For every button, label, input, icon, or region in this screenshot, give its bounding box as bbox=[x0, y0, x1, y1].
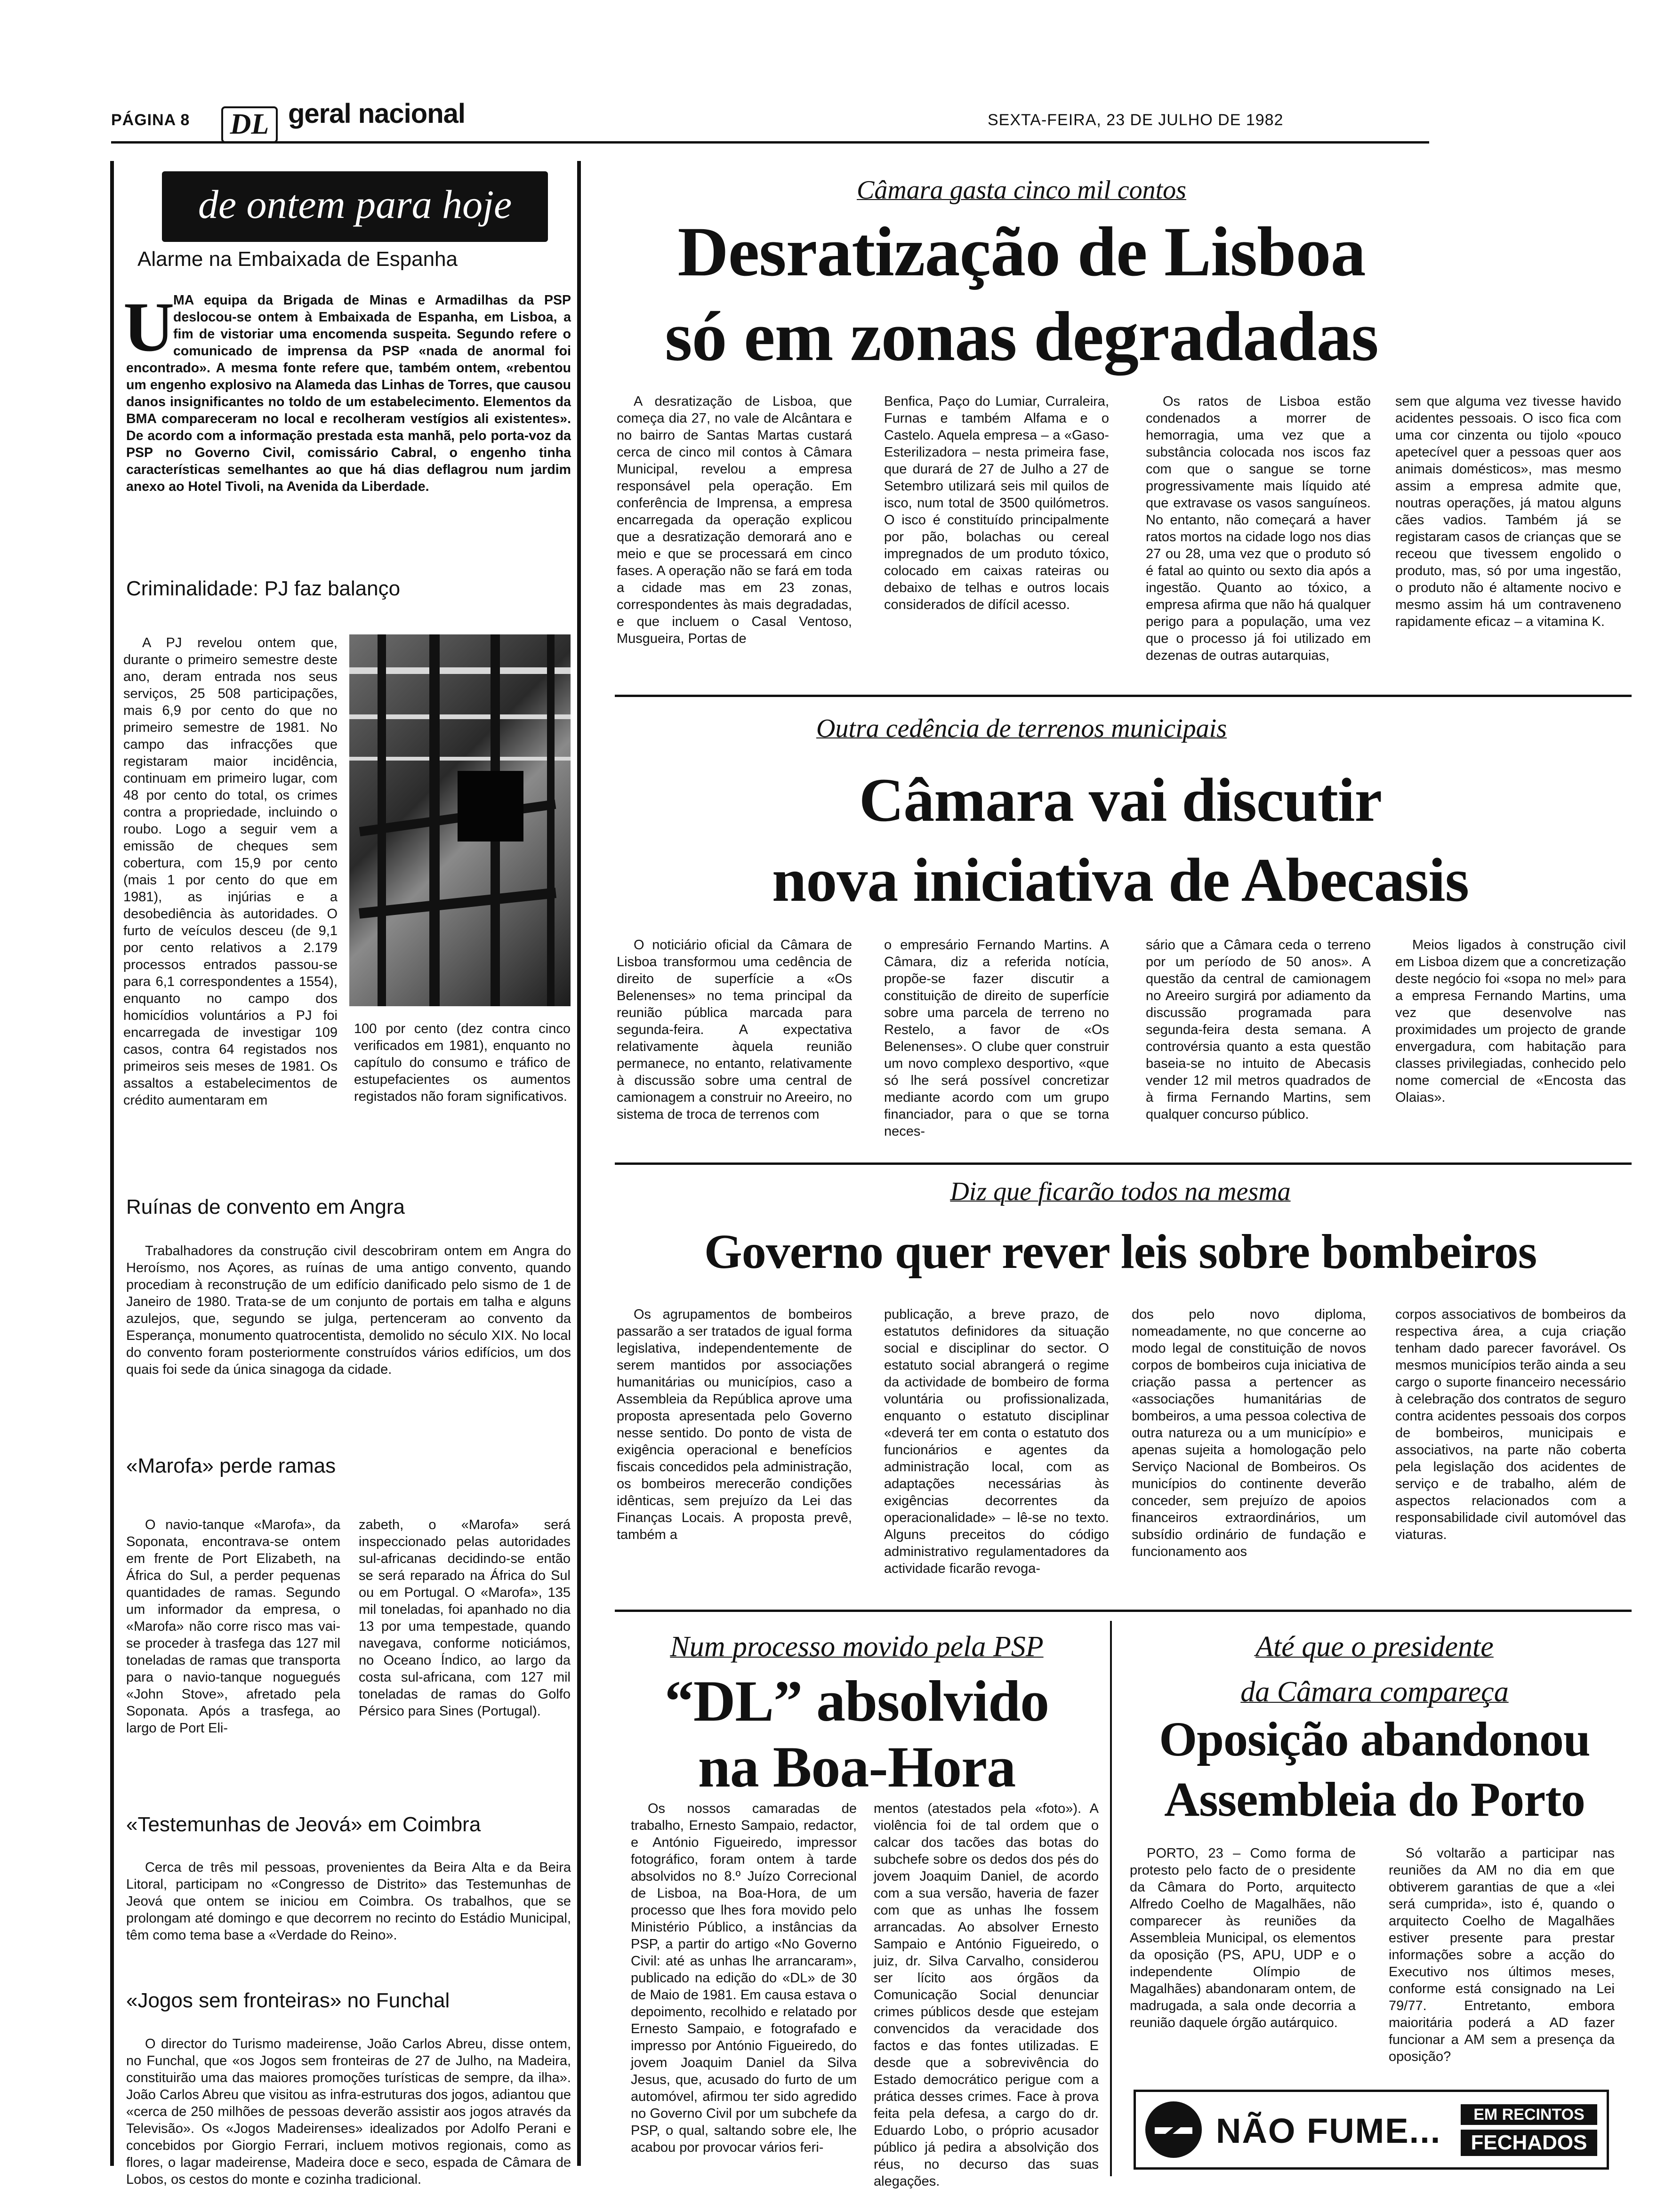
story-text-coimbra: Cerca de três mil pessoas, provenientes da Beira Alta e da Beira Litoral, participam no «Congresso de Distrito» das Testemunhas de Jeová que ontem se iniciou em Coimbra. Os trabalhos, que se prolongam até domingo e que decorrem no recinto do Estádio Municipal, têm como tema base a «Verdade do Reino». bbox=[126, 1860, 571, 1943]
rule-2 bbox=[615, 1162, 1632, 1165]
story-text-angra: Trabalhadores da construção civil descobriram ontem em Angra do Heroísmo, nos Açores, as ruínas de uma antigo convento, quando procediam à reconstrução de um edifício danificado pelo sismo de 1 de Janeiro de 1980. Trata-se de um conjunto de portais em talha e alguns azulejos, que, segundo se julga, pertenceram ao convento da Esperança, monumento quatrocentista, demolido no século XIX. No local do convento foram posteriormente construídos vários edifícios, um dos quais foi sede da única sinagoga da cidade. bbox=[126, 1243, 571, 1377]
story2-col-4: Meios ligados à construção civil em Lisboa dizem que a concretização deste negócio foi «sopa no mel» para a empresa Fernando Martins, uma vez que desenvolve nas proximidades um projecto de grande envergadura, com habitação para classes privilegiadas, conhecido pelo nome comercial de «Encosta das Olaias». bbox=[1395, 938, 1626, 1105]
headline-desratizacao-2: só em zonas degradadas bbox=[665, 297, 1378, 376]
section-title: geral nacional bbox=[288, 98, 466, 129]
rule-3 bbox=[615, 1610, 1632, 1612]
story-title-coimbra: «Testemunhas de Jeová» em Coimbra bbox=[126, 1813, 481, 1836]
story-text-criminalidade-2: 100 por cento (dez contra cinco verificados em 1981), enquanto no capítulo do consumo e tráfico de estupefacientes os aumentos registados não foram significativos. bbox=[354, 1021, 571, 1104]
kicker-porto-2: da Câmara compareça bbox=[1240, 1676, 1509, 1708]
headline-porto-2: Assembleia do Porto bbox=[1164, 1772, 1585, 1827]
story-text-criminalidade: A PJ revelou ontem que, durante o primeiro semestre deste ano, deram entrada nos seus serviços, 25 508 participações, mais 6,9 por cento do que no primeiro semestre de 1981. No campo das infracções que registaram maior incidência, continuam em primeiro lugar, com 48 por cento do total, os crimes contra a propriedade, incluindo o roubo. Logo a seguir vem a emissão de cheques sem cobertura, com 15,9 por cento (mais 1 por cento do que em 1981), as injúrias e a desobediência às autoridades. O furto de veículos desceu (de 9,1 por cento relativos a 2.179 processos entrados passou-se para 6,1 correspondentes a 1554), enquanto no campo dos homicídios voluntários a PJ foi encarregada de investigar 109 casos, contra 64 registados nos primeiros seis meses de 1981. Os assaltos a estabelecimentos de crédito aumentaram em bbox=[123, 635, 338, 1108]
story1-col-1: A desratização de Lisboa, que começa dia 27, no vale de Alcântara e no bairro de Santas Martas custará cerca de cinco mil contos à Câmara Municipal, revelou a empresa responsável pela operação. Em conferência de Imprensa, a empresa encarregada da operação explicou que a desratização demorará ano e meio e que se processará em cinco fases. A operação não se fará em toda a cidade mas em 23 zonas, correspondentes às mais degradadas, e que incluem o Casal Ventoso, Musgueira, Portas de bbox=[617, 394, 852, 646]
headline-desratizacao-1: Desratização de Lisboa bbox=[677, 213, 1366, 291]
issue-date: SEXTA-FEIRA, 23 DE JULHO DE 1982 bbox=[988, 111, 1284, 129]
left-column-border-left bbox=[110, 161, 114, 2166]
story1-col-4: sem que alguma vez tivesse havido acidentes pessoais. O isco fica com uma cor cinzenta ou tijolo «pouco apetecível quer a pessoas quer aos animais domésticos», mas mesmo assim a empresa admite que, noutras operações, já matou alguns cães vadios. Também já se registaram casos de crianças que se receou que tivessem engolido o produto, mas, só por uma ingestão, o produto não é altamente nocivo e mesmo assim há um contraveneno rapidamente eficaz – a vitamina K. bbox=[1395, 394, 1621, 629]
no-smoking-badge-2: FECHADOS bbox=[1461, 2130, 1597, 2156]
story4-col-2: mentos (atestados pela «foto»). A violência foi de tal ordem que o calcar dos tacões das botas do subchefe sobre os dedos dos pés do jovem Joaquim Daniel, de acordo com a sua versão, haveria de fazer com que as unhas lhe fossem arrancadas. Ao absolver Ernesto Sampaio e António Figueiredo, o juiz, dr. Silva Carvalho, considerou ser lícito aos órgãos da Comunicação Social denunciar crimes públicos desde que estejam convencidos da veracidade dos factos e das fontes utilizadas. E desde que a sobrevivência do Estado democrático perigue com a prática desses crimes. Face à prova feita pela defesa, a cargo do dr. Eduardo Lobo, o próprio acusador público já pedira a absolvição dos réus, no decurso das suas alegações. bbox=[874, 1801, 1099, 2189]
story-title-embaixada: Alarme na Embaixada de Espanha bbox=[137, 248, 458, 271]
no-smoking-ad bbox=[1134, 2090, 1609, 2170]
story2-col-1: O noticiário oficial da Câmara de Lisboa transformou uma cedência de direito de superfície a «Os Belenenses» no tema principal da reunião pública marcada para segunda-feira. A expectativa relativamente àquela reunião permanece, no entanto, relativamente à discussão sobre uma central de camionagem a construir no Areeiro, no sistema de troca de terrenos com bbox=[617, 938, 852, 1122]
story3-col-3: dos pelo novo diploma, nomeadamente, no que concerne ao modo legal de constituição de novos corpos de bombeiros cuja iniciativa de criação passa a pertencer as «associações humanitárias de bombeiros, a uma pessoa colectiva de outra natureza ou a um município» e apenas sujeita a homologação pelo Serviço Nacional de Bombeiros. Os municípios do continente deverão conceder, sem prejuízo de apoios financeiros extraordinários, um subsídio ordinário de fundação e funcionamento aos bbox=[1132, 1307, 1366, 1559]
story-body-embaixada bbox=[126, 292, 571, 495]
column-banner bbox=[162, 171, 548, 242]
no-smoking-text: NÃO FUME... bbox=[1216, 2111, 1441, 2150]
column-banner-title: de ontem para hoje bbox=[198, 182, 512, 227]
left-column-border-right bbox=[577, 161, 581, 2166]
kicker-bombeiros: Diz que ficarão todos na mesma bbox=[950, 1177, 1291, 1206]
page-number: PÁGINA 8 bbox=[111, 111, 190, 129]
masthead-rule bbox=[111, 141, 1429, 144]
headline-abecasis-1: Câmara vai discutir bbox=[859, 765, 1382, 834]
story-text-marofa: O navio-tanque «Marofa», da Soponata, encontrava-se ontem em frente de Port Elizabeth, na África do Sul, a perder pequenas quantidades de ramas. Segundo um informador da empresa, o «Marofa» não corre risco mas vai-se proceder à trasfega das 127 mil toneladas de ramas que transporta para o navio-tanque noguegués «John Stove», afretado pela Soponata. Após a trasfega, ao largo de Port Eli- bbox=[126, 1517, 340, 1736]
story2-col-2: o empresário Fernando Martins. A Câmara, diz a referida notícia, propõe-se fazer discutir a constituição de direito de superfície sobre uma parcela de terreno no Restelo, a favor de «Os Belenenses». O clube quer construir um novo complexo desportivo, «que só lhe será possível concretizar mediante acordo com um grupo financiador, para o que se torna neces- bbox=[884, 938, 1109, 1139]
no-smoking-badge-1: EM RECINTOS bbox=[1461, 2104, 1597, 2125]
dropcap: U bbox=[123, 288, 175, 366]
no-smoking-icon bbox=[1145, 2101, 1202, 2158]
dl-logo: DL bbox=[221, 106, 278, 143]
story3-col-4: corpos associativos de bombeiros da respectiva área, a cuja criação tenham dado parecer favorável. Os mesmos municípios terão ainda a seu cargo o suporte financeiro necessário à celebração dos contratos de seguro contra acidentes pessoais dos corpos de bombeiros, municipais e associativos, na parte não coberta pela legislação dos acidentes de serviço e de trabalho, além de aspectos relacionados com a responsabilidade civil automóvel das viaturas. bbox=[1395, 1307, 1626, 1542]
story-text-funchal: O director do Turismo madeirense, João Carlos Abreu, disse ontem, no Funchal, que «os Jogos sem fronteiras de 27 de Julho, na Madeira, constituirão uma das maiores promoções turísticas de sempre, da ilha». João Carlos Abreu que visitou as infra-estruturas dos jogos, adiantou que «cerca de 250 milhões de pessoas deverão assistir aos jogos através da Televisão». Os «Jogos Madeirenses» idealizados por Adolfo Perani e concebidos por Giorgio Ferrari, incluem motivos regionais, como as flores, o lagar madeirense, Madeira doce e seco, espada de Câmara de Lobos, os cestos do monte e cozinha tradicional. bbox=[126, 2036, 571, 2187]
headline-porto-1: Oposição abandonou bbox=[1159, 1712, 1590, 1766]
story1-col-2: Benfica, Paço do Lumiar, Curraleira, Furnas e também Alfama e o Castelo. Aquela empresa – a «Gaso-Esterilizadora – nesta primeira fase, que durará de 27 de Julho a 27 de Setembro utilizará seis mil quilos de isco, num total de 3500 quilómetros. O isco é constituído principalmente por pão, bolachas ou cereal impregnados de um produto tóxico, colocado em caixas rateiras ou debaixo de telhas e outros locais considerados de difícil acesso. bbox=[884, 394, 1109, 612]
headline-dl-2: na Boa-Hora bbox=[698, 1735, 1016, 1799]
story2-col-3: sário que a Câmara ceda o terreno por um período de 50 anos». A questão da central de camionagem no Areeiro surgirá por adiamento da discussão programada para segunda-feira desta semana. A controvérsia quanto a esta questão baseia-se no intuito de Abecasis vender 12 mil metros quadrados de à firma Fernando Martins, sem qualquer concurso público. bbox=[1146, 938, 1371, 1122]
story-text-marofa-2: zabeth, o «Marofa» será inspeccionado pelas autoridades sul-africanas decidindo-se então se será reparado na África do Sul ou em Portugal. O «Marofa», 135 mil toneladas, foi apanhado no dia 13 por uma tempestade, quando navegava, conforme noticiámos, no Oceano Índico, ao largo da costa sul-africana, com 127 mil toneladas de ramas do Golfo Pérsico para Sines (Portugal). bbox=[359, 1517, 571, 1719]
headline-bombeiros: Governo quer rever leis sobre bombeiros bbox=[704, 1225, 1537, 1279]
story3-col-2: publicação, a breve prazo, de estatutos definidores da situação social e disciplinar do sector. O estatuto social abrangerá o regime da actividade de bombeiro de forma voluntária ou profissionalizada, enquanto o estatuto disciplinar «deverá ter em conta o estatuto dos funcionários e agentes da administração local, com as adaptações necessárias às exigências decorrentes da operacionalidade» – lê-se no texto. Alguns preceitos do código administrativo regulamentadores da actividade ficarão revoga- bbox=[884, 1307, 1109, 1576]
story5-col-2: Só voltarão a participar nas reuniões da AM no dia em que obtiverem garantias de que a «lei será cumprida», isto é, quando o arquitecto Coelho de Magalhães estiver presente para prestar informações sobre a acção do Executivo nos últimos meses, conforme está consignado na Lei 79/77. Entretanto, embora maioritária poderá a AD fazer funcionar a AM sem a presença da oposição? bbox=[1389, 1846, 1615, 2064]
kicker-porto-1: Até que o presidente bbox=[1255, 1631, 1494, 1663]
story3-col-1: Os agrupamentos de bombeiros passarão a ser tratados de igual forma legislativa, independentemente de serem mantidos por associações humanitárias ou municípios, caso a Assembleia da República aprove uma proposta apresentada pelo Governo nesse sentido. Do ponto de vista de exigência operacional e benefícios fiscais concedidos pela administração, os bombeiros merecerão condições idênticas, sem prejuízo da Lei das Finanças Locais. A proposta prevê, também a bbox=[617, 1307, 852, 1542]
story-text-embaixada: MA equipa da Brigada de Minas e Armadilhas da PSP deslocou-se ontem à Embaixada de Espanha, em Lisboa, a fim de vistoriar uma encomenda suspeita. Segundo refere o comunicado de imprensa da PSP «nada de anormal foi encontrado». A mesma fonte refere que, também ontem, «rebentou um engenho explosivo na Alameda das Linhas de Torres, que causou danos insignificantes no toldo de um estabelecimento. Elementos da BMA compareceram no local e recolheram vestígios ali existentes». De acordo com a informação prestada esta manhã, pelo porta-voz da PSP no Governo Civil, comissário Cabral, o engenho tinha características semelhantes ao que há dias deflagrou num jardim anexo ao Hotel Tivoli, na Avenida da Liberdade. bbox=[126, 293, 571, 494]
story-title-angra: Ruínas de convento em Angra bbox=[126, 1195, 405, 1218]
story-body-criminalidade bbox=[123, 634, 571, 1190]
story1-col-3: Os ratos de Lisboa estão condenados a morrer de hemorragia, uma vez que a substância colocada nos iscos faz com que o sangue se torne progressivamente mais líquido até que extravase os vasos sanguíneos. No entanto, não começará a haver ratos mortos na cidade logo nos dias 27 ou 28, uma vez que o produto só é fatal ao quinto ou sexto dia após a ingestão. Quanto ao tóxico, a empresa afirma que não há qualquer perigo para a população, uma vez que o processo já foi utilizado em dezenas de outras autarquias, bbox=[1146, 394, 1371, 663]
headline-abecasis-2: nova iniciativa de Abecasis bbox=[772, 845, 1469, 914]
kicker-desratizacao: Câmara gasta cinco mil contos bbox=[857, 176, 1186, 205]
rule-vertical bbox=[1110, 1621, 1112, 2176]
story4-col-1: Os nossos camaradas de trabalho, Ernesto Sampaio, redactor, e António Figueiredo, impressor fotográfico, foram ontem à tarde absolvidos no 8.º Juízo Correcional de Lisboa, na Boa-Hora, de um processo que lhes fora movido pelo Ministério Público, a instâncias da PSP, a partir do artigo «No Governo Civil: até as unhas lhe arrancaram», publicado na edição do «DL» de 30 de Maio de 1981. Em causa estava o depoimento, recolhido e relatado por Ernesto Sampaio, e fotografado e impresso por António Figueiredo, do jovem Joaquim Daniel da Silva Jesus, que, acusado do furto de um automóvel, afirmou ter sido agredido no Governo Civil por um subchefe da PSP, o qual, saltando sobre ele, lhe acabou por provocar vários feri- bbox=[631, 1801, 857, 2155]
story5-col-1: PORTO, 23 – Como forma de protesto pelo facto de o presidente da Câmara do Porto, arquitecto Alfredo Coelho de Magalhães, não comparecer às reuniões da Assembleia Municipal, os elementos da oposição (PS, APU, UDP e o independente Olímpio de Magalhães) abandonaram ontem, de madrugada, a sala onde decorria a reunião daquele órgão autárquico. bbox=[1130, 1846, 1356, 2030]
story-title-criminalidade: Criminalidade: PJ faz balanço bbox=[126, 577, 401, 600]
news-photo bbox=[349, 634, 571, 1006]
rule-1 bbox=[615, 695, 1632, 697]
kicker-abecasis: Outra cedência de terrenos municipais bbox=[816, 714, 1227, 743]
headline-dl-1: “DL” absolvido bbox=[664, 1669, 1049, 1733]
kicker-dl: Num processo movido pela PSP bbox=[670, 1631, 1044, 1663]
story-title-funchal: «Jogos sem fronteiras» no Funchal bbox=[126, 1989, 450, 2012]
story-title-marofa: «Marofa» perde ramas bbox=[126, 1454, 336, 1477]
